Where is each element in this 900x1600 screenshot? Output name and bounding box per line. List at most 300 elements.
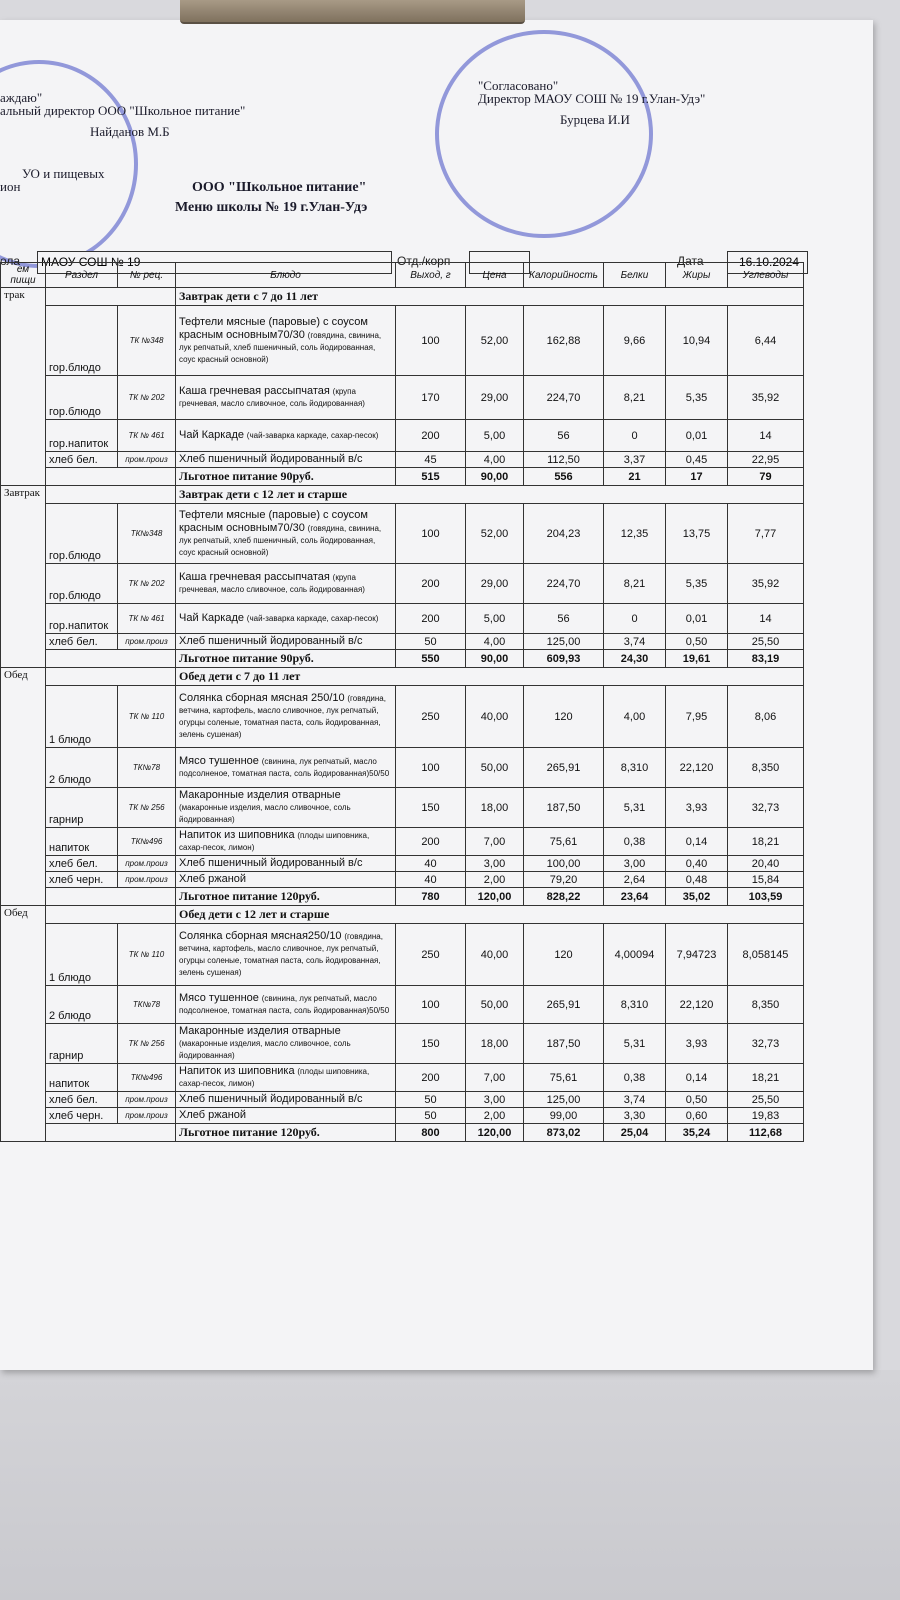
- dish-name: Напиток из шиповника: [179, 1065, 295, 1077]
- menu-body: [1, 288, 804, 1142]
- dish-cell: [176, 504, 396, 564]
- section-cell: напиток: [46, 828, 118, 856]
- dish-cell: [176, 1092, 396, 1108]
- value-cell: 100: [396, 986, 466, 1024]
- blank-cell: [46, 1124, 176, 1142]
- value-cell: 50: [396, 1092, 466, 1108]
- total-value: 112,68: [728, 1124, 804, 1142]
- value-cell: 99,00: [524, 1108, 604, 1124]
- value-cell: 7,94723: [666, 924, 728, 986]
- table-row: [1, 1024, 804, 1064]
- stamp-right: [435, 30, 653, 238]
- value-cell: 0,48: [666, 872, 728, 888]
- dish-name: Мясо тушенное: [179, 755, 259, 767]
- table-row: [1, 604, 804, 634]
- section-cell: хлеб черн.: [46, 1108, 118, 1124]
- dish-name: Хлеб пшеничный йодированный в/с: [179, 857, 363, 869]
- total-row: [1, 650, 804, 668]
- value-cell: 3,74: [604, 1092, 666, 1108]
- section-cell: 2 блюдо: [46, 986, 118, 1024]
- value-cell: 18,21: [728, 1064, 804, 1092]
- recipe-cell: ТК № 202: [118, 376, 176, 420]
- recipe-cell: ТК№496: [118, 828, 176, 856]
- value-cell: 250: [396, 686, 466, 748]
- value-cell: 3,00: [466, 1092, 524, 1108]
- dish-cell: [176, 828, 396, 856]
- value-cell: 79,20: [524, 872, 604, 888]
- value-cell: 0,38: [604, 1064, 666, 1092]
- recipe-cell: ТК № 110: [118, 924, 176, 986]
- dish-cell: [176, 1108, 396, 1124]
- table-row: [1, 856, 804, 872]
- section-title-row: [1, 486, 804, 504]
- dish-cell: [176, 748, 396, 788]
- col-header: Раздел: [46, 263, 118, 288]
- value-cell: 40: [396, 856, 466, 872]
- table-row: [1, 452, 804, 468]
- value-cell: 5,35: [666, 376, 728, 420]
- dish-description: (говядина, ветчина, картофель, масло сливочное, лук репчатый, огурцы соленые, томатная паста, соль йодированная, зелень сушеная): [179, 932, 383, 977]
- value-cell: 5,35: [666, 564, 728, 604]
- blank-cell: [46, 668, 176, 686]
- value-cell: 14: [728, 604, 804, 634]
- value-cell: 224,70: [524, 564, 604, 604]
- approval-left-line4: УО и пищевых: [22, 166, 105, 181]
- total-value: 90,00: [466, 468, 524, 486]
- total-value: 103,59: [728, 888, 804, 906]
- dish-cell: [176, 604, 396, 634]
- value-cell: 45: [396, 452, 466, 468]
- section-cell: гор.напиток: [46, 420, 118, 452]
- dish-name: Чай Каркаде: [179, 612, 245, 624]
- total-value: 83,19: [728, 650, 804, 668]
- total-value: 90,00: [466, 650, 524, 668]
- dish-name: Каша гречневая рассыпчатая: [179, 385, 330, 397]
- value-cell: 25,50: [728, 1092, 804, 1108]
- recipe-cell: ТК № 110: [118, 686, 176, 748]
- value-cell: 3,74: [604, 634, 666, 650]
- total-row: [1, 1124, 804, 1142]
- recipe-cell: ТК №348: [118, 306, 176, 376]
- blank-cell: [46, 468, 176, 486]
- dish-description: (крупа гречневая, масло сливочное, соль йодированная): [179, 387, 365, 408]
- value-cell: 0,60: [666, 1108, 728, 1124]
- school-field: МАОУ СОШ № 19: [37, 251, 392, 274]
- value-cell: 56: [524, 604, 604, 634]
- total-value: 17: [666, 468, 728, 486]
- section-title: Обед дети с 7 до 11 лет: [176, 668, 804, 686]
- value-cell: 100: [396, 748, 466, 788]
- section-cell: хлеб бел.: [46, 452, 118, 468]
- floor-background: [0, 1370, 900, 1600]
- dish-name: Макаронные изделия отварные: [179, 789, 341, 801]
- dish-name: Хлеб пшеничный йодированный в/с: [179, 1093, 363, 1105]
- value-cell: 3,00: [466, 856, 524, 872]
- blank-cell: [46, 906, 176, 924]
- total-value: 780: [396, 888, 466, 906]
- value-cell: 10,94: [666, 306, 728, 376]
- value-cell: 200: [396, 420, 466, 452]
- dish-name: Тефтели мясные (паровые) с соусом красным основным70/30: [179, 508, 368, 534]
- total-label: Льготное питание 120руб.: [176, 888, 396, 906]
- value-cell: 265,91: [524, 986, 604, 1024]
- table-row: [1, 1092, 804, 1108]
- value-cell: 20,40: [728, 856, 804, 872]
- value-cell: 120: [524, 924, 604, 986]
- dish-name: Тефтели мясные (паровые) с соусом красным основным70/30: [179, 315, 368, 341]
- value-cell: 29,00: [466, 376, 524, 420]
- total-value: 23,64: [604, 888, 666, 906]
- total-value: 609,93: [524, 650, 604, 668]
- table-row: [1, 986, 804, 1024]
- total-row: [1, 888, 804, 906]
- value-cell: 0,14: [666, 1064, 728, 1092]
- total-value: 79: [728, 468, 804, 486]
- value-cell: 7,00: [466, 828, 524, 856]
- value-cell: 2,64: [604, 872, 666, 888]
- dish-name: Солянка сборная мясная 250/10: [179, 692, 345, 704]
- value-cell: 150: [396, 1024, 466, 1064]
- value-cell: 265,91: [524, 748, 604, 788]
- dish-cell: [176, 686, 396, 748]
- dish-cell: [176, 856, 396, 872]
- value-cell: 8,21: [604, 564, 666, 604]
- approval-right-line2: Директор МАОУ СОШ № 19 г.Улан-Удэ": [478, 91, 706, 106]
- value-cell: 4,00: [466, 634, 524, 650]
- col-header: № рец.: [118, 263, 176, 288]
- dish-cell: [176, 986, 396, 1024]
- dish-name: Хлеб ржаной: [179, 1109, 247, 1121]
- section-cell: хлеб бел.: [46, 1092, 118, 1108]
- value-cell: 100: [396, 306, 466, 376]
- value-cell: 0,38: [604, 828, 666, 856]
- value-cell: 13,75: [666, 504, 728, 564]
- value-cell: 8,310: [604, 748, 666, 788]
- value-cell: 162,88: [524, 306, 604, 376]
- section-title-row: [1, 288, 804, 306]
- col-header: Блюдо: [176, 263, 396, 288]
- value-cell: 22,120: [666, 986, 728, 1024]
- dish-name: Солянка сборная мясная250/10: [179, 930, 342, 942]
- value-cell: 18,00: [466, 788, 524, 828]
- dish-cell: [176, 634, 396, 650]
- table-row: [1, 306, 804, 376]
- value-cell: 100: [396, 504, 466, 564]
- section-title-row: [1, 668, 804, 686]
- value-cell: 7,95: [666, 686, 728, 748]
- dish-cell: [176, 924, 396, 986]
- value-cell: 0,40: [666, 856, 728, 872]
- dish-description: (макаронные изделия, масло сливочное, соль йодированная): [179, 803, 351, 824]
- section-cell: 1 блюдо: [46, 686, 118, 748]
- section-cell: гор.блюдо: [46, 376, 118, 420]
- dish-cell: [176, 872, 396, 888]
- section-cell: гор.блюдо: [46, 564, 118, 604]
- value-cell: 3,93: [666, 788, 728, 828]
- value-cell: 0,50: [666, 1092, 728, 1108]
- col-header: Калорийность: [524, 263, 604, 288]
- value-cell: 75,61: [524, 1064, 604, 1092]
- section-cell: гор.напиток: [46, 604, 118, 634]
- total-value: 873,02: [524, 1124, 604, 1142]
- blank-cell: [46, 486, 176, 504]
- clipboard-clip: [180, 0, 525, 24]
- value-cell: 200: [396, 828, 466, 856]
- value-cell: 204,23: [524, 504, 604, 564]
- value-cell: 0,14: [666, 828, 728, 856]
- value-cell: 5,31: [604, 788, 666, 828]
- value-cell: 14: [728, 420, 804, 452]
- total-value: 120,00: [466, 888, 524, 906]
- dish-name: Хлеб ржаной: [179, 873, 247, 885]
- title-line1: ООО "Школьное питание": [192, 180, 367, 195]
- recipe-cell: ТК № 256: [118, 788, 176, 828]
- dish-cell: [176, 788, 396, 828]
- meal-cell: Обед: [1, 906, 46, 1142]
- value-cell: 187,50: [524, 1024, 604, 1064]
- table-row: [1, 420, 804, 452]
- value-cell: 8,058145: [728, 924, 804, 986]
- value-cell: 32,73: [728, 1024, 804, 1064]
- value-cell: 75,61: [524, 828, 604, 856]
- recipe-cell: ТК № 256: [118, 1024, 176, 1064]
- dish-description: (говядина, ветчина, картофель, масло сливочное, лук репчатый, огурцы соленые, томатная паста, соль йодированная, зелень сушеная): [179, 694, 386, 739]
- value-cell: 8,350: [728, 986, 804, 1024]
- total-label: Льготное питание 90руб.: [176, 468, 396, 486]
- dish-description: (плоды шиповника, сахар-песок, лимон): [179, 831, 370, 852]
- table-row: [1, 686, 804, 748]
- col-header: ем пищи: [1, 263, 46, 288]
- value-cell: 0,01: [666, 604, 728, 634]
- recipe-cell: пром.произ: [118, 1108, 176, 1124]
- total-value: 35,02: [666, 888, 728, 906]
- dish-name: Макаронные изделия отварные: [179, 1025, 341, 1037]
- approval-left-line5: ион: [0, 179, 21, 194]
- value-cell: 8,21: [604, 376, 666, 420]
- dept-label: Отд./корп: [397, 254, 451, 268]
- table-row: [1, 924, 804, 986]
- value-cell: 7,77: [728, 504, 804, 564]
- total-row: [1, 468, 804, 486]
- value-cell: 150: [396, 788, 466, 828]
- value-cell: 0,01: [666, 420, 728, 452]
- value-cell: 12,35: [604, 504, 666, 564]
- value-cell: 187,50: [524, 788, 604, 828]
- blank-cell: [46, 888, 176, 906]
- total-value: 35,24: [666, 1124, 728, 1142]
- total-value: 556: [524, 468, 604, 486]
- col-header: Цена: [466, 263, 524, 288]
- dish-name: Хлеб пшеничный йодированный в/с: [179, 635, 363, 647]
- value-cell: 35,92: [728, 376, 804, 420]
- value-cell: 224,70: [524, 376, 604, 420]
- dish-cell: [176, 564, 396, 604]
- recipe-cell: пром.произ: [118, 856, 176, 872]
- recipe-cell: ТК № 202: [118, 564, 176, 604]
- total-value: 120,00: [466, 1124, 524, 1142]
- value-cell: 3,30: [604, 1108, 666, 1124]
- value-cell: 50: [396, 1108, 466, 1124]
- value-cell: 52,00: [466, 504, 524, 564]
- value-cell: 5,00: [466, 604, 524, 634]
- value-cell: 0: [604, 604, 666, 634]
- section-cell: гор.блюдо: [46, 306, 118, 376]
- table-row: [1, 634, 804, 650]
- value-cell: 3,00: [604, 856, 666, 872]
- table-row: [1, 564, 804, 604]
- total-value: 800: [396, 1124, 466, 1142]
- dish-cell: [176, 452, 396, 468]
- value-cell: 2,00: [466, 1108, 524, 1124]
- value-cell: 56: [524, 420, 604, 452]
- table-row: [1, 828, 804, 856]
- value-cell: 170: [396, 376, 466, 420]
- total-value: 19,61: [666, 650, 728, 668]
- section-cell: напиток: [46, 1064, 118, 1092]
- approval-left-line3: Найданов М.Б: [90, 124, 170, 139]
- dish-description: (говядина, свинина, лук репчатый, хлеб пшеничный, соль йодированная, соус красный основной): [179, 523, 382, 557]
- title-line2: Меню школы № 19 г.Улан-Удэ: [175, 200, 368, 215]
- col-header: Белки: [604, 263, 666, 288]
- value-cell: 7,00: [466, 1064, 524, 1092]
- dish-name: Каша гречневая рассыпчатая: [179, 571, 330, 583]
- table-row: [1, 504, 804, 564]
- table-row: [1, 748, 804, 788]
- section-cell: хлеб черн.: [46, 872, 118, 888]
- total-value: 25,04: [604, 1124, 666, 1142]
- value-cell: 25,50: [728, 634, 804, 650]
- value-cell: 250: [396, 924, 466, 986]
- table-row: [1, 1064, 804, 1092]
- value-cell: 19,83: [728, 1108, 804, 1124]
- value-cell: 9,66: [604, 306, 666, 376]
- section-title-row: [1, 906, 804, 924]
- dish-name: Хлеб пшеничный йодированный в/с: [179, 453, 363, 465]
- value-cell: 18,00: [466, 1024, 524, 1064]
- value-cell: 125,00: [524, 1092, 604, 1108]
- dish-description: (крупа гречневая, масло сливочное, соль йодированная): [179, 573, 365, 594]
- total-label: Льготное питание 90руб.: [176, 650, 396, 668]
- value-cell: 3,37: [604, 452, 666, 468]
- date-label: Дата: [677, 254, 704, 268]
- table-row: [1, 1108, 804, 1124]
- approval-right-line1: "Согласовано": [478, 78, 559, 93]
- dish-description: (макаронные изделия, масло сливочное, соль йодированная): [179, 1039, 351, 1060]
- menu-table: [0, 262, 804, 1142]
- value-cell: 100,00: [524, 856, 604, 872]
- total-value: 24,30: [604, 650, 666, 668]
- value-cell: 29,00: [466, 564, 524, 604]
- table-row: [1, 872, 804, 888]
- value-cell: 15,84: [728, 872, 804, 888]
- value-cell: 3,93: [666, 1024, 728, 1064]
- approval-left-line2: альный директор ООО "Школьное питание": [0, 103, 246, 118]
- meal-cell: Завтрак: [1, 486, 46, 668]
- recipe-cell: пром.произ: [118, 872, 176, 888]
- date-field: 16.10.2024: [727, 251, 808, 274]
- col-header: Жиры: [666, 263, 728, 288]
- value-cell: 200: [396, 604, 466, 634]
- value-cell: 50,00: [466, 986, 524, 1024]
- table-row: [1, 788, 804, 828]
- section-title: Завтрак дети с 12 лет и старше: [176, 486, 804, 504]
- value-cell: 0,50: [666, 634, 728, 650]
- value-cell: 4,00: [604, 686, 666, 748]
- total-value: 828,22: [524, 888, 604, 906]
- section-cell: гарнир: [46, 788, 118, 828]
- section-cell: хлеб бел.: [46, 634, 118, 650]
- total-label: Льготное питание 120руб.: [176, 1124, 396, 1142]
- value-cell: 22,120: [666, 748, 728, 788]
- total-value: 21: [604, 468, 666, 486]
- approval-left-line1: аждаю": [0, 90, 43, 105]
- value-cell: 18,21: [728, 828, 804, 856]
- value-cell: 52,00: [466, 306, 524, 376]
- section-cell: 2 блюдо: [46, 748, 118, 788]
- value-cell: 5,31: [604, 1024, 666, 1064]
- value-cell: 4,00: [466, 452, 524, 468]
- dish-description: (свинина, лук репчатый, масло подсолненое, томатная паста, соль йодированная)50/50: [179, 757, 390, 778]
- school-label: ола: [0, 254, 21, 268]
- dish-name: Напиток из шиповника: [179, 829, 295, 841]
- meal-cell: трак: [1, 288, 46, 486]
- recipe-cell: пром.произ: [118, 634, 176, 650]
- meal-cell: Обед: [1, 668, 46, 906]
- dish-description: (чай-заварка каркаде, сахар-песок): [246, 431, 379, 440]
- total-value: 550: [396, 650, 466, 668]
- value-cell: 4,00094: [604, 924, 666, 986]
- recipe-cell: ТК№348: [118, 504, 176, 564]
- total-value: 515: [396, 468, 466, 486]
- section-cell: хлеб бел.: [46, 856, 118, 872]
- value-cell: 35,92: [728, 564, 804, 604]
- recipe-cell: пром.произ: [118, 1092, 176, 1108]
- section-cell: гор.блюдо: [46, 504, 118, 564]
- dish-description: (свинина, лук репчатый, масло подсолненое, томатная паста, соль йодированная)50/50: [179, 994, 390, 1015]
- recipe-cell: ТК № 461: [118, 604, 176, 634]
- dish-cell: [176, 1024, 396, 1064]
- value-cell: 40,00: [466, 924, 524, 986]
- value-cell: 2,00: [466, 872, 524, 888]
- dish-name: Чай Каркаде: [179, 429, 245, 441]
- value-cell: 5,00: [466, 420, 524, 452]
- blank-cell: [46, 288, 176, 306]
- value-cell: 22,95: [728, 452, 804, 468]
- col-header: Выход, г: [396, 263, 466, 288]
- value-cell: 200: [396, 1064, 466, 1092]
- value-cell: 32,73: [728, 788, 804, 828]
- recipe-cell: ТК № 461: [118, 420, 176, 452]
- approval-right-line3: Бурцева И.И: [560, 112, 630, 127]
- value-cell: 0,45: [666, 452, 728, 468]
- blank-cell: [46, 650, 176, 668]
- recipe-cell: пром.произ: [118, 452, 176, 468]
- dish-cell: [176, 376, 396, 420]
- value-cell: 120: [524, 686, 604, 748]
- value-cell: 0: [604, 420, 666, 452]
- recipe-cell: ТК№78: [118, 748, 176, 788]
- value-cell: 8,350: [728, 748, 804, 788]
- value-cell: 8,310: [604, 986, 666, 1024]
- section-cell: гарнир: [46, 1024, 118, 1064]
- dish-description: (говядина, свинина, лук репчатый, хлеб пшеничный, соль йодированная, соус красный основной): [179, 330, 382, 364]
- table-row: [1, 376, 804, 420]
- table-header-row: [1, 263, 804, 288]
- section-title: Обед дети с 12 лет и старше: [176, 906, 804, 924]
- value-cell: 125,00: [524, 634, 604, 650]
- value-cell: 6,44: [728, 306, 804, 376]
- dish-name: Мясо тушенное: [179, 992, 259, 1004]
